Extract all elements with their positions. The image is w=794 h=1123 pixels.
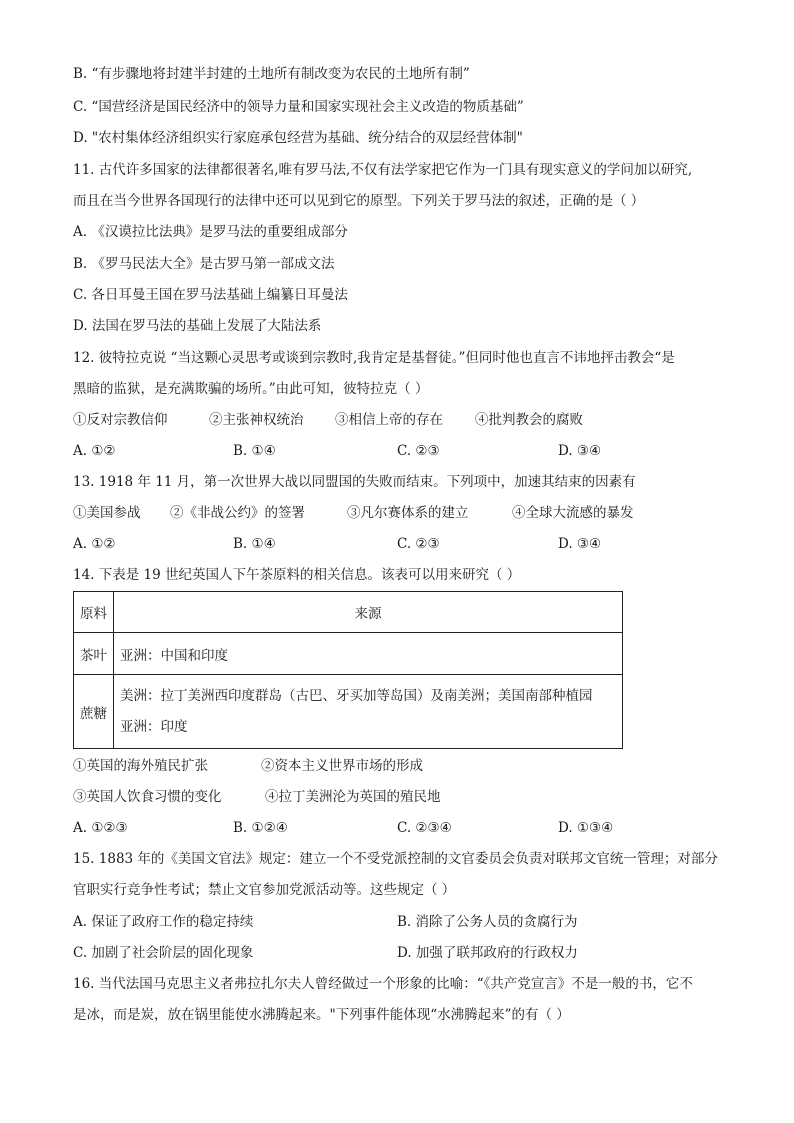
tea-ingredients-table [73, 591, 623, 749]
q12-item-4: ④批判教会的腐败 [475, 412, 583, 428]
table-header-source: 来源 [114, 592, 623, 633]
q13-item-3: ③凡尔赛体系的建立 [347, 505, 469, 521]
q10-option-b: B. “有步骤地将封建半封建的土地所有制改变为农民的土地所有制” [73, 66, 470, 82]
q14-option-c: C. ②③④ [397, 820, 452, 836]
q14-item-4: ④拉丁美洲沦为英国的殖民地 [265, 789, 441, 805]
q13-item-4: ④全球大流感的暴发 [512, 505, 634, 521]
q15-option-c: C. 加剧了社会阶层的固化现象 [73, 945, 254, 961]
q15-stem-line2: 官职实行竞争性考试；禁止文官参加党派活动等。这些规定（ ） [73, 882, 456, 898]
q12-option-b: B. ①④ [233, 443, 276, 459]
table-cell-sugar-source [114, 675, 623, 749]
q11-option-a: A. 《汉谟拉比法典》是罗马法的重要组成部分 [73, 224, 348, 240]
q13-option-d: D. ③④ [558, 536, 602, 552]
q11-stem-line1: 11. 古代许多国家的法律都很著名,唯有罗马法,不仅有法学家把它作为一门具有现实意义的学问加以研究, [73, 162, 693, 178]
table-row [74, 633, 623, 675]
q16-stem-line2: 是冰，而是炭，放在锅里能使水沸腾起来。"下列事件能体现“水沸腾起来”的有（ ） [73, 1007, 570, 1023]
sugar-source-line1: 美洲：拉丁美洲西印度群岛（古巴、牙买加等岛国）及南美洲；美国南部种植园 [120, 687, 593, 704]
q12-option-c: C. ②③ [397, 443, 440, 459]
q13-item-2: ②《非战公约》的签署 [170, 505, 305, 521]
q14-option-b: B. ①②④ [233, 820, 288, 836]
q12-item-1: ①反对宗教信仰 [73, 412, 168, 428]
q12-stem-line1: 12. 彼特拉克说 “当这颗心灵思考或谈到宗教时,我肯定是基督徒。”但同时他也直言不讳地抨击教会“是 [73, 350, 675, 366]
q13-stem-line1: 13. 1918 年 11 月，第一次世界大战以同盟国的失败而结束。下列项中，加速其结束的因素有 [73, 474, 636, 490]
table-cell-sugar: 蔗糖 [74, 675, 114, 749]
q10-option-d: D. "农村集体经济组织实行家庭承包经营为基础、统分结合的双层经营体制" [73, 130, 523, 146]
q11-option-d: D. 法国在罗马法的基础上发展了大陆法系 [73, 318, 322, 334]
sugar-source-line2: 亚洲：印度 [120, 718, 188, 735]
q12-option-d: D. ③④ [558, 443, 602, 459]
q12-item-3: ③相信上帝的存在 [335, 412, 443, 428]
q15-option-d: D. 加强了联邦政府的行政权力 [397, 945, 578, 961]
table-cell-tea: 茶叶 [74, 633, 114, 675]
q16-stem-line1: 16. 当代法国马克思主义者弗拉扎尔夫人曾经做过一个形象的比喻：“《共产党宣言》不是一般的书，它不 [73, 976, 693, 992]
q15-option-b: B. 消除了公务人员的贪腐行为 [397, 914, 578, 930]
q15-option-a: A. 保证了政府工作的稳定持续 [73, 914, 254, 930]
q13-option-a: A. ①② [73, 536, 116, 552]
q10-option-c: C. “国营经济是国民经济中的领导力量和国家实现社会主义改造的物质基础” [73, 99, 524, 115]
q13-option-b: B. ①④ [233, 536, 276, 552]
q14-item-1: ①英国的海外殖民扩张 [73, 758, 208, 774]
q13-item-1: ①美国参战 [73, 505, 141, 521]
q14-option-a: A. ①②③ [73, 820, 128, 836]
q14-option-d: D. ①③④ [558, 820, 614, 836]
q13-option-c: C. ②③ [397, 536, 440, 552]
q11-option-c: C. 各日耳曼王国在罗马法基础上编纂日耳曼法 [73, 287, 348, 303]
q15-stem-line1: 15. 1883 年的《美国文官法》规定：建立一个不受党派控制的文官委员会负责对联邦文官统一管理；对部分 [73, 851, 718, 867]
q11-stem-line2: 而且在当今世界各国现行的法律中还可以见到它的原型。下列关于罗马法的叙述，正确的是（ ） [73, 193, 645, 209]
q12-option-a: A. ①② [73, 443, 116, 459]
table-header-row [74, 592, 623, 633]
table-row [74, 675, 623, 749]
q14-item-3: ③英国人饮食习惯的变化 [73, 789, 222, 805]
q14-stem-line1: 14. 下表是 19 世纪英国人下午茶原料的相关信息。该表可以用来研究（ ） [73, 567, 521, 583]
q12-item-2: ②主张神权统治 [209, 412, 304, 428]
q14-item-2: ②资本主义世界市场的形成 [261, 758, 423, 774]
table-header-ingredient: 原料 [74, 592, 114, 633]
table-cell-tea-source: 亚洲：中国和印度 [114, 633, 623, 675]
q11-option-b: B. 《罗马民法大全》是古罗马第一部成文法 [73, 256, 335, 272]
q12-stem-line2: 黑暗的监狱，是充满欺骗的场所。”由此可知，彼特拉克（ ） [73, 381, 429, 397]
